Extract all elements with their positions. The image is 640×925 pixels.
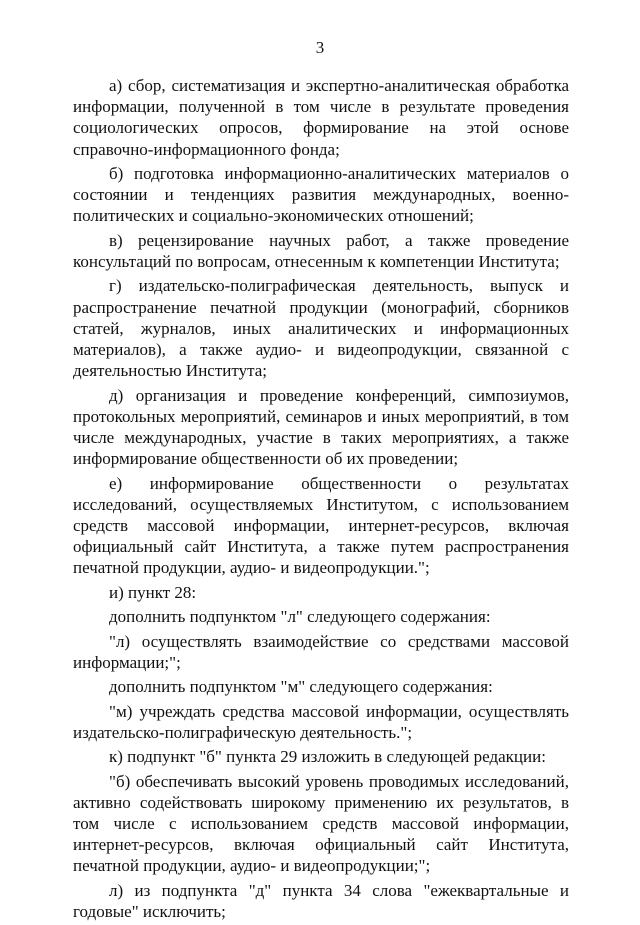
- paragraph-i: и) пункт 28:: [109, 582, 197, 602]
- document-body: [73, 75, 569, 925]
- page-number: 3: [315, 38, 325, 57]
- paragraph-a: а) сбор, систематизация и экспертно-аналитическая обработка информации, полученной в том числе в результате проведения социологических опросов, формирование на этой основе справочно-информационного фонда;: [73, 76, 569, 159]
- paragraph-v: в) рецензирование научных работ, а также проведение консультаций по вопросам, отнесенным к компетенции Института;: [73, 230, 569, 271]
- paragraph-k: к) подпункт "б" пункта 29 изложить в следующей редакции:: [109, 747, 546, 767]
- paragraph-l: л) из подпункта "д" пункта 34 слова "ежеквартальные и годовые" исключить;: [73, 880, 569, 921]
- paragraph-add-m: дополнить подпунктом "м" следующего содержания:: [109, 677, 493, 697]
- paragraph-d: д) организация и проведение конференций, симпозиумов, протокольных мероприятий, семинаров и иных мероприятий, в том числе международных, участие в таких мероприятиях, а также информирование общественности об их проведении;: [73, 385, 569, 469]
- paragraph-b: б) подготовка информационно-аналитических материалов о состоянии и тенденциях развития международных, военно-политических и социально-экономических отношений;: [73, 164, 569, 226]
- paragraph-g: г) издательско-полиграфическая деятельность, выпуск и распространение печатной продукции (монографий, сборников статей, журналов, иных аналитических и информационных материалов), а также аудио- и видеопродукции, связанной с деятельностью Института;: [73, 276, 569, 381]
- paragraph-m-text: "м) учреждать средства массовой информации, осуществлять издательско-полиграфическую деятельность.";: [73, 701, 569, 742]
- paragraph-e: е) информирование общественности о результатах исследований, осуществляемых Институтом, с использованием средств массовой информации, интернет-ресурсов, включая официальный сайт Института, а также путем распространения печатной продукции, аудио- и видеопродукции.";: [73, 473, 569, 578]
- paragraph-add-l: дополнить подпунктом "л" следующего содержания:: [109, 607, 491, 627]
- paragraph-l-text: "л) осуществлять взаимодействие со средствами массовой информации;";: [73, 631, 569, 672]
- paragraph-b-text: "б) обеспечивать высокий уровень проводимых исследований, активно содействовать широкому применению их результатов, в том числе с использованием средств массовой информации, интернет-ресурсов, включая официальный сайт Института, печатной продукции, аудио- и видеопродукции;";: [73, 771, 569, 876]
